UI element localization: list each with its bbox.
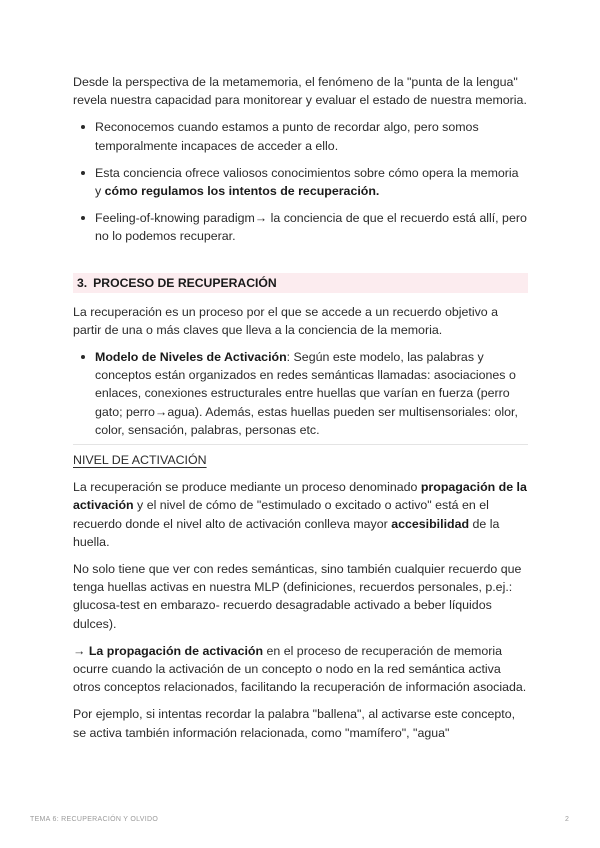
bullet-dot (81, 355, 85, 359)
bullet-bold-text: cómo regulamos los intentos de recuperación. (104, 184, 380, 199)
bullet-dot (81, 171, 85, 175)
list-item (73, 118, 528, 154)
page-content (73, 73, 528, 751)
bold-term: accesibilidad (391, 516, 470, 531)
subsection-heading: NIVEL DE ACTIVACIÓN (73, 453, 207, 468)
bullet-bold-text: Modelo de Niveles de Activación (95, 350, 287, 365)
list-item (73, 348, 528, 439)
text-span: de la huella. (73, 516, 500, 549)
example-paragraph: Por ejemplo, si intentas recordar la palabra "ballena", al activarse este concepto, se activa también información relacionada, como "mamífero", "agua" (73, 707, 516, 740)
semantic-networks-paragraph: No solo tiene que ver con redes semánticas, sino también cualquier recuerdo que tenga huellas activas en nuestra MLP (definiciones, recuerdos personales, p.ej.: glucosa-test en embarazo- recuerdo desagradable activado a beber líquidos dulces). (73, 562, 522, 631)
section-heading (73, 273, 528, 293)
model-bullet-list (73, 348, 528, 439)
section-title: PROCESO DE RECUPERACIÓN (93, 275, 277, 290)
bullet-dot (81, 216, 85, 220)
bullet-dot (81, 125, 85, 129)
text-span: y el nivel de cómo de "estimulado o excitado o activo" está en el recuerdo donde el nivel alto de activación conlleva mayor (73, 498, 489, 531)
text-span: La recuperación se produce mediante un proceso denominado (73, 480, 421, 495)
metamemory-bullet-list (73, 118, 528, 245)
bullet-text: : Según este modelo, las palabras y conceptos están organizados en redes semánticas llamadas: asociaciones o enlaces, conexiones estructurales entre huellas que varían en fuerza (perro gato; perro→agua). Además, estas huellas pueden ser multisensoriales: olor, color, sensación, palabras, personas etc. (95, 350, 518, 437)
divider (73, 444, 528, 445)
footer-title: TEMA 6: RECUPERACIÓN Y OLVIDO (30, 816, 159, 823)
activation-paragraph (73, 478, 528, 551)
bullet-text: Feeling-of-knowing paradigm→ la conciencia de que el recuerdo está allí, pero no lo podemos recuperar. (95, 211, 527, 244)
propagation-paragraph (73, 642, 528, 697)
list-item (73, 164, 528, 200)
arrow-icon: → (73, 643, 89, 658)
list-item (73, 209, 528, 245)
intro-paragraph: Desde la perspectiva de la metamemoria, el fenómeno de la "punta de la lengua" revela nuestra capacidad para monitorear y evaluar el estado de nuestra memoria. (73, 75, 527, 108)
bullet-text: Reconocemos cuando estamos a punto de recordar algo, pero somos temporalmente incapaces de acceder a ello. (95, 120, 479, 153)
section-number: 3. (77, 275, 88, 290)
text-span: en el proceso de recuperación de memoria ocurre cuando la activación de un concepto o nodo en la red semántica activa otros conceptos relacionados, facilitando la recuperación de información asociada. (73, 643, 527, 695)
page-number: 2 (565, 816, 569, 823)
section-paragraph: La recuperación es un proceso por el que se accede a un recuerdo objetivo a partir de una o más claves que lleva a la conciencia de la memoria. (73, 304, 499, 337)
bullet-text: Esta conciencia ofrece valiosos conocimientos sobre cómo opera la memoria y (95, 165, 519, 199)
bold-term: propagación de la activación (73, 480, 527, 513)
bold-term: La propagación de activación (88, 643, 264, 658)
